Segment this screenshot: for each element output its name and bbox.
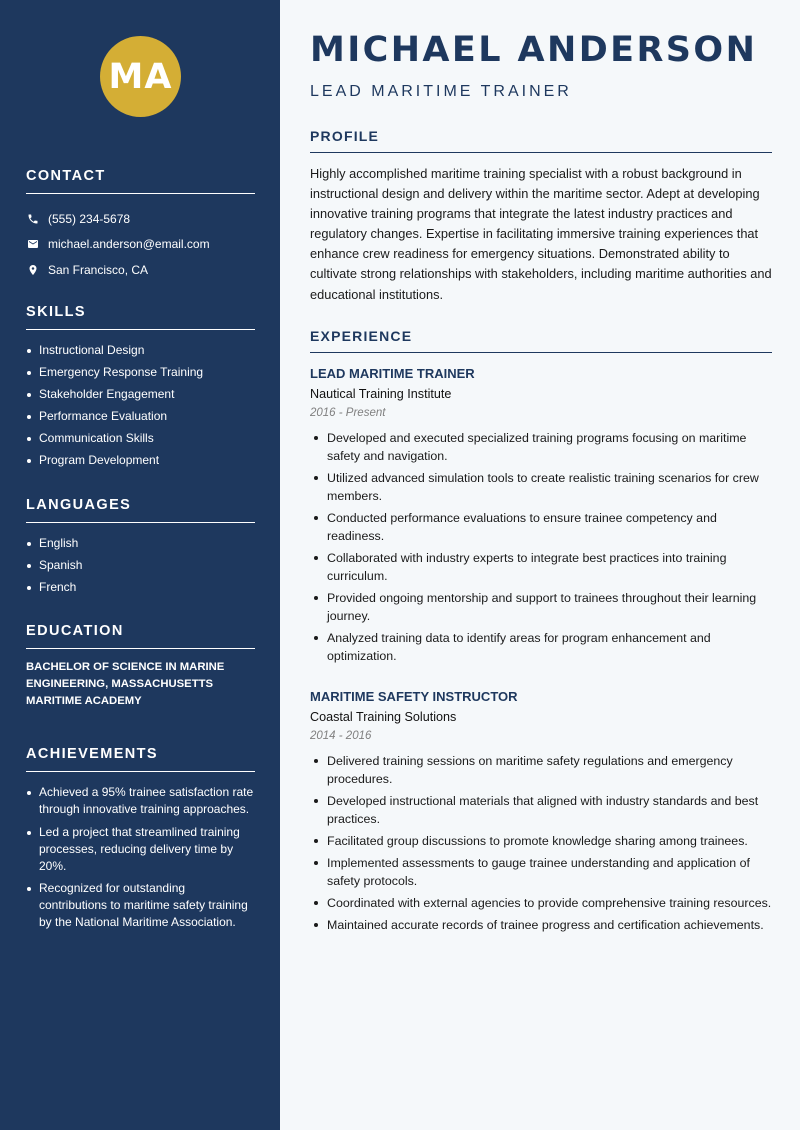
location-text: San Francisco, CA xyxy=(48,262,149,277)
languages-list xyxy=(26,535,255,596)
languages-section xyxy=(26,497,255,601)
languages-heading: LANGUAGES xyxy=(26,497,255,523)
job-bullets xyxy=(310,752,772,934)
achievements-section xyxy=(26,746,255,937)
contact-phone xyxy=(26,206,255,232)
list-item: Recognized for outstanding contributions to maritime safety training by the National Maritime Association. xyxy=(26,880,255,931)
list-item: Implemented assessments to gauge trainee understanding and application of safety protocols. xyxy=(310,854,772,890)
list-item: Coordinated with external agencies to provide comprehensive training resources. xyxy=(310,894,772,912)
profile-heading: PROFILE xyxy=(310,128,772,153)
job-company: Nautical Training Institute xyxy=(310,387,452,401)
profile-text: Highly accomplished maritime training specialist with a robust background in instructional design and delivery within the maritime sector. Adept at developing innovative training programs that integrate the latest industry practices and regulatory changes. Expertise in facilitating immersive training experiences that enhance crew readiness for emergency situations. Demonstrated ability to cultivate strong relationships with stakeholders, including maritime authorities and educational institutions. xyxy=(310,166,772,302)
experience-heading: EXPERIENCE xyxy=(310,328,772,353)
list-item: Spanish xyxy=(26,557,255,574)
contact-location xyxy=(26,257,255,283)
list-item: Developed instructional materials that aligned with industry standards and best practices. xyxy=(310,792,772,828)
education-heading: EDUCATION xyxy=(26,623,255,649)
skills-list xyxy=(26,342,255,469)
list-item: Communication Skills xyxy=(26,430,255,447)
avatar: MA xyxy=(100,36,181,117)
list-item: Stakeholder Engagement xyxy=(26,386,255,403)
list-item: Instructional Design xyxy=(26,342,255,359)
list-item: Developed and executed specialized training programs focusing on maritime safety and navigation. xyxy=(310,429,772,465)
contact-section xyxy=(26,168,255,283)
phone-icon xyxy=(26,212,39,225)
list-item: Led a project that streamlined training processes, reducing delivery time by 20%. xyxy=(26,824,255,875)
email-text[interactable]: michael.anderson@email.com xyxy=(48,237,210,252)
job-entry xyxy=(310,366,772,669)
job-company: Coastal Training Solutions xyxy=(310,710,457,724)
email-icon xyxy=(26,238,39,251)
contact-list xyxy=(26,206,255,283)
contact-email xyxy=(26,232,255,258)
education-degree: BACHELOR OF SCIENCE IN MARINE ENGINEERING, MASSACHUSETTS MARITIME ACADEMY xyxy=(26,661,225,707)
list-item: French xyxy=(26,579,255,596)
list-item: Performance Evaluation xyxy=(26,408,255,425)
achievements-heading: ACHIEVEMENTS xyxy=(26,746,255,772)
list-item: English xyxy=(26,535,255,552)
list-item: Achieved a 95% trainee satisfaction rate through innovative training approaches. xyxy=(26,784,255,818)
job-dates: 2014 - 2016 xyxy=(310,730,372,742)
list-item: Program Development xyxy=(26,452,255,469)
job-title-header: LEAD MARITIME TRAINER xyxy=(310,83,572,100)
job-title: MARITIME SAFETY INSTRUCTOR xyxy=(310,689,518,704)
profile-section xyxy=(310,128,772,305)
achievements-list xyxy=(26,784,255,931)
skills-heading: SKILLS xyxy=(26,304,255,330)
phone-text: (555) 234-5678 xyxy=(48,211,131,226)
job-entry xyxy=(310,689,772,938)
location-pin-icon xyxy=(26,263,39,276)
list-item: Maintained accurate records of trainee progress and certification achievements. xyxy=(310,916,772,934)
experience-section xyxy=(310,328,772,353)
job-bullets xyxy=(310,429,772,665)
list-item: Collaborated with industry experts to integrate best practices into training curriculum. xyxy=(310,549,772,585)
contact-heading: CONTACT xyxy=(26,168,255,194)
list-item: Emergency Response Training xyxy=(26,364,255,381)
list-item: Provided ongoing mentorship and support to trainees throughout their learning journey. xyxy=(310,589,772,625)
skills-section xyxy=(26,304,255,474)
list-item: Conducted performance evaluations to ensure trainee competency and readiness. xyxy=(310,509,772,545)
list-item: Delivered training sessions on maritime safety regulations and emergency procedures. xyxy=(310,752,772,788)
list-item: Facilitated group discussions to promote knowledge sharing among trainees. xyxy=(310,832,772,850)
sidebar xyxy=(0,0,280,1130)
education-section xyxy=(26,623,255,710)
job-title: LEAD MARITIME TRAINER xyxy=(310,366,475,381)
list-item: Utilized advanced simulation tools to create realistic training scenarios for crew members. xyxy=(310,469,772,505)
job-dates: 2016 - Present xyxy=(310,407,386,419)
candidate-name: MICHAEL ANDERSON xyxy=(310,30,758,70)
list-item: Analyzed training data to identify areas for program enhancement and optimization. xyxy=(310,629,772,665)
